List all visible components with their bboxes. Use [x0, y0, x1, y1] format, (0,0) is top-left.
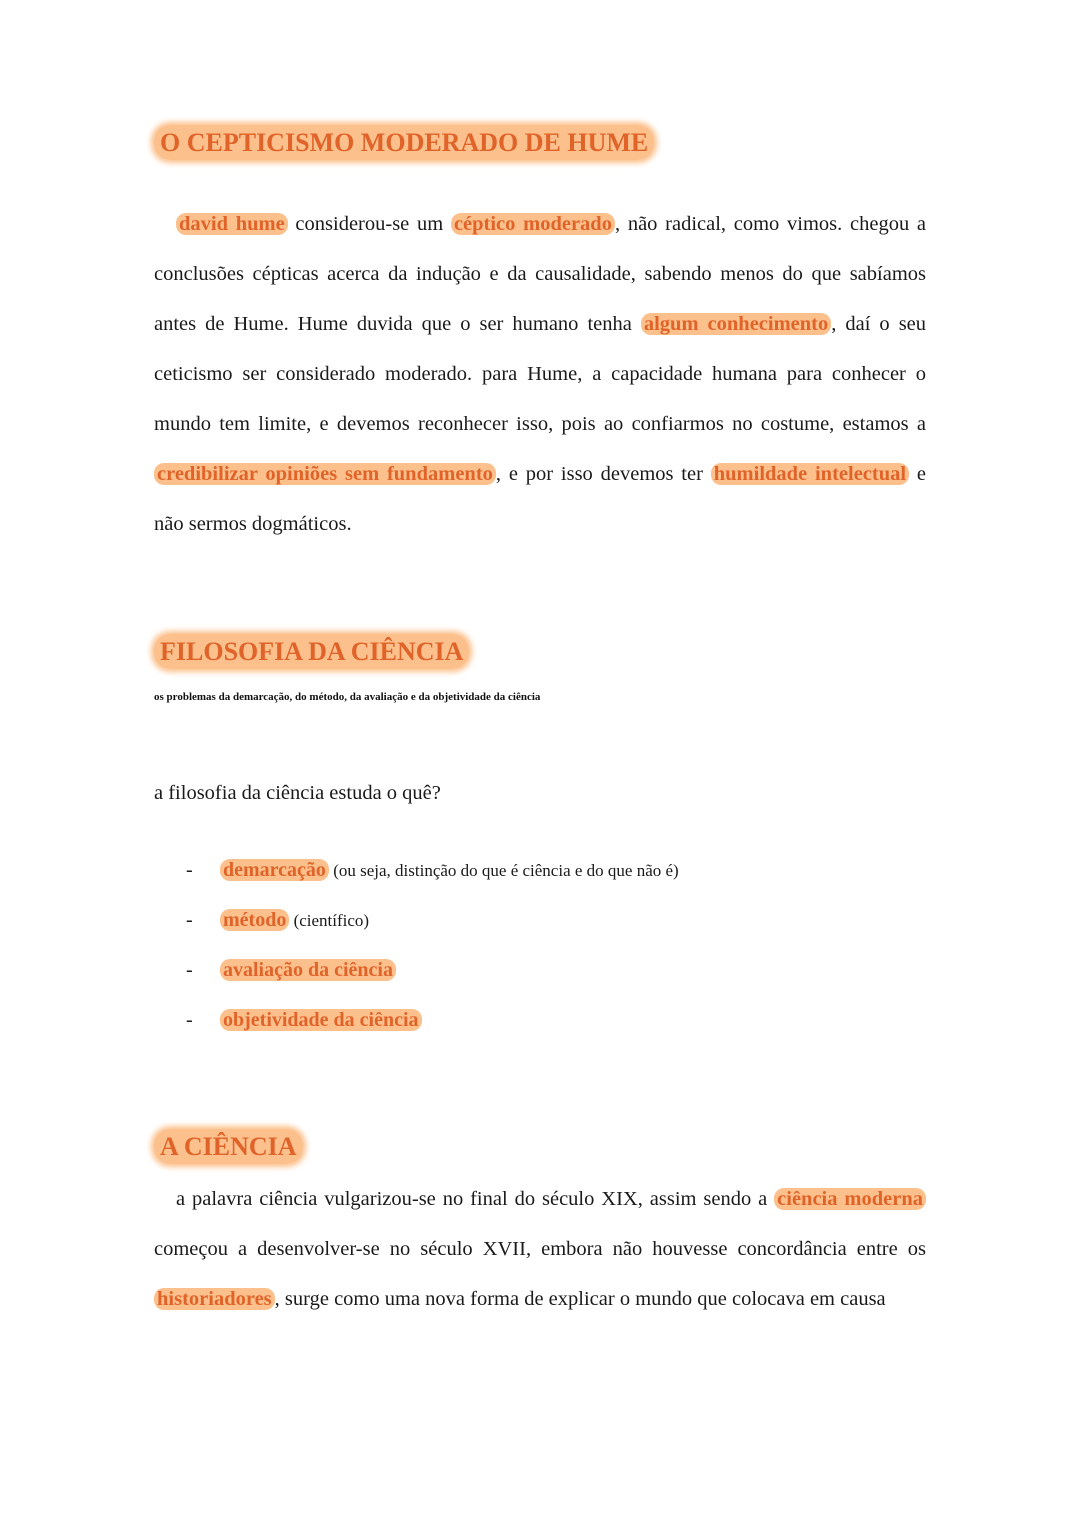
paragraph-hume [154, 199, 926, 549]
heading-text: O CEPTICISMO MODERADO DE HUME [154, 125, 654, 160]
bullet-dash: - [186, 859, 193, 881]
item-note: (ou seja, distinção do que é ciência e do que não é) [328, 861, 679, 880]
section-heading-hume [154, 126, 926, 160]
question-text: a filosofia da ciência estuda o quê? [154, 782, 441, 804]
section-subtitle: os problemas da demarcação, do método, da avaliação e da objetividade da ciência [154, 691, 541, 703]
item-note: (científico) [289, 911, 370, 930]
list-item [186, 1007, 422, 1034]
list-item [186, 857, 679, 884]
paragraph-ciencia [154, 1174, 926, 1324]
highlighted-term: humildade intelectual [711, 463, 909, 485]
highlighted-term: david hume [176, 213, 288, 235]
text-segment: , surge como uma nova forma de explicar o mundo que colocava em causa [274, 1288, 886, 1310]
heading-text: A CIÊNCIA [154, 1129, 303, 1164]
highlighted-term: avaliação da ciência [220, 959, 396, 981]
text-segment: , e por isso devemos ter [495, 463, 711, 485]
text-segment: começou a desenvolver-se no século XVII, embora não houvesse concordância entre os [154, 1238, 926, 1260]
section-heading-ciencia [154, 1130, 926, 1164]
highlighted-term: credibilizar opiniões sem fundamento [154, 463, 496, 485]
highlighted-term: historiadores [154, 1288, 275, 1310]
text-segment: , daí o seu ceticismo ser considerado moderado. para Hume, a capacidade humana para conhecer o mundo tem limite, e devemos reconhecer isso, pois ao confiarmos no costume, estamos a [154, 313, 927, 435]
highlighted-term: algum conhecimento [641, 313, 831, 335]
highlighted-term: céptico moderado [451, 213, 615, 235]
bullet-dash: - [186, 909, 193, 931]
text-segment: e não sermos dogmáticos. [154, 463, 926, 535]
highlighted-term: método [220, 909, 289, 931]
heading-text: FILOSOFIA DA CIÊNCIA [154, 634, 469, 669]
text-segment: considerou-se um [287, 213, 451, 235]
highlighted-term: ciência moderna [774, 1188, 926, 1210]
text-segment: , não radical, como vimos. chegou a conclusões cépticas acerca da indução e da causalidade, sabendo menos do que sabíamos antes de Hume. Hume duvida que o ser humano tenha [154, 213, 927, 335]
section-heading-filosofia-ciencia [154, 635, 926, 669]
text-segment: a palavra ciência vulgarizou-se no final do século XIX, assim sendo a [176, 1188, 775, 1210]
highlighted-term: demarcação [220, 859, 329, 881]
bullet-dash: - [186, 1009, 193, 1031]
list-item [186, 957, 396, 984]
list-item [186, 907, 369, 934]
highlighted-term: objetividade da ciência [220, 1009, 422, 1031]
bullet-dash: - [186, 959, 193, 981]
